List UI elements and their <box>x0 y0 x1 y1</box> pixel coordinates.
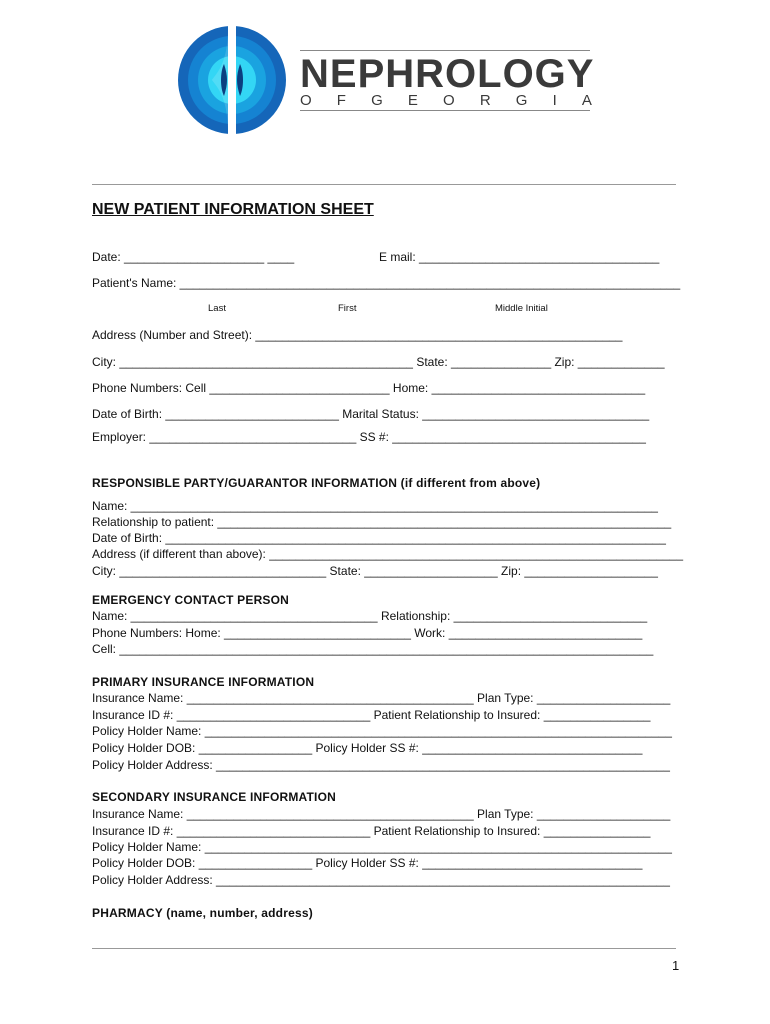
email-field[interactable]: E mail: ____________________________________ <box>379 250 660 264</box>
brand-subtitle-letter: A <box>581 92 592 109</box>
primary-insurance-heading: PRIMARY INSURANCE INFORMATION <box>92 675 315 689</box>
secondary-insurance-line[interactable]: Insurance Name: ___________________________________________ Plan Type: ____________________ <box>92 807 671 821</box>
brand-subtitle-letter: I <box>552 92 557 109</box>
brand-top-rule <box>300 50 590 51</box>
hint-last: Last <box>208 303 226 314</box>
secondary-insurance-heading: SECONDARY INSURANCE INFORMATION <box>92 790 336 804</box>
brand-subtitle-letter: G <box>515 92 528 109</box>
responsible-line[interactable]: Date of Birth: ___________________________________________________________________________ <box>92 531 666 545</box>
primary-insurance-line[interactable]: Policy Holder Address: ____________________________________________________________________ <box>92 758 670 772</box>
brand-name: NEPHROLOGY <box>300 52 595 96</box>
responsible-heading: RESPONSIBLE PARTY/GUARANTOR INFORMATION (if different from above) <box>92 476 541 490</box>
secondary-insurance-line[interactable]: Policy Holder Address: ____________________________________________________________________ <box>92 873 670 887</box>
brand-subtitle <box>300 92 592 109</box>
brand-subtitle-letter: O <box>443 92 455 109</box>
secondary-insurance-line[interactable]: Policy Holder Name: ______________________________________________________________________ <box>92 840 672 854</box>
brand-subtitle-letter: E <box>407 92 418 109</box>
brand-subtitle-letter: O <box>300 92 312 109</box>
date-field[interactable]: Date: _____________________ ____ <box>92 250 295 264</box>
page-number: 1 <box>672 958 680 973</box>
responsible-line[interactable]: Relationship to patient: ____________________________________________________________________ <box>92 515 672 529</box>
responsible-line[interactable]: Address (if different than above): ______________________________________________________________ <box>92 547 683 561</box>
hint-first: First <box>338 303 357 314</box>
emergency-line[interactable]: Phone Numbers: Home: ____________________________ Work: _____________________________ <box>92 626 643 640</box>
header-divider <box>92 184 676 185</box>
dob-marital-field[interactable]: Date of Birth: __________________________ Marital Status: __________________________________ <box>92 407 650 421</box>
secondary-insurance-line[interactable]: Insurance ID #: _____________________________ Patient Relationship to Insured: ________________ <box>92 824 651 838</box>
emergency-line[interactable]: Cell: ________________________________________________________________________________ <box>92 642 654 656</box>
brand-subtitle-letter: F <box>336 92 346 109</box>
primary-insurance-line[interactable]: Insurance ID #: _____________________________ Patient Relationship to Insured: ________________ <box>92 708 651 722</box>
brand-subtitle-letter: G <box>371 92 383 109</box>
secondary-insurance-line[interactable]: Policy Holder DOB: _________________ Policy Holder SS #: _________________________________ <box>92 856 643 870</box>
primary-insurance-line[interactable]: Policy Holder Name: ______________________________________________________________________ <box>92 724 672 738</box>
responsible-line[interactable]: Name: _______________________________________________________________________________ <box>92 499 658 513</box>
city-state-zip-field[interactable]: City: ____________________________________________ State: _______________ Zip: _____________ <box>92 355 665 369</box>
nephrology-logo <box>176 24 288 136</box>
responsible-line[interactable]: City: _______________________________ State: ____________________ Zip: ____________________ <box>92 564 658 578</box>
emergency-heading: EMERGENCY CONTACT PERSON <box>92 593 290 607</box>
hint-middle-initial: Middle Initial <box>495 303 548 314</box>
brand-bottom-rule <box>300 110 590 111</box>
pharmacy-heading: PHARMACY (name, number, address) <box>92 906 313 920</box>
page-title: NEW PATIENT INFORMATION SHEET <box>92 201 374 218</box>
emergency-line[interactable]: Name: _____________________________________ Relationship: _____________________________ <box>92 609 648 623</box>
primary-insurance-line[interactable]: Policy Holder DOB: _________________ Policy Holder SS #: _________________________________ <box>92 741 643 755</box>
patient-name-field[interactable]: Patient's Name: ___________________________________________________________________________ <box>92 276 681 290</box>
brand-subtitle-letter: R <box>479 92 491 109</box>
primary-insurance-line[interactable]: Insurance Name: ___________________________________________ Plan Type: ____________________ <box>92 691 671 705</box>
address-field[interactable]: Address (Number and Street): _______________________________________________________ <box>92 328 623 342</box>
footer-divider <box>92 948 676 949</box>
phone-field[interactable]: Phone Numbers: Cell ___________________________ Home: ________________________________ <box>92 381 646 395</box>
employer-ss-field[interactable]: Employer: _______________________________ SS #: ______________________________________ <box>92 430 646 444</box>
